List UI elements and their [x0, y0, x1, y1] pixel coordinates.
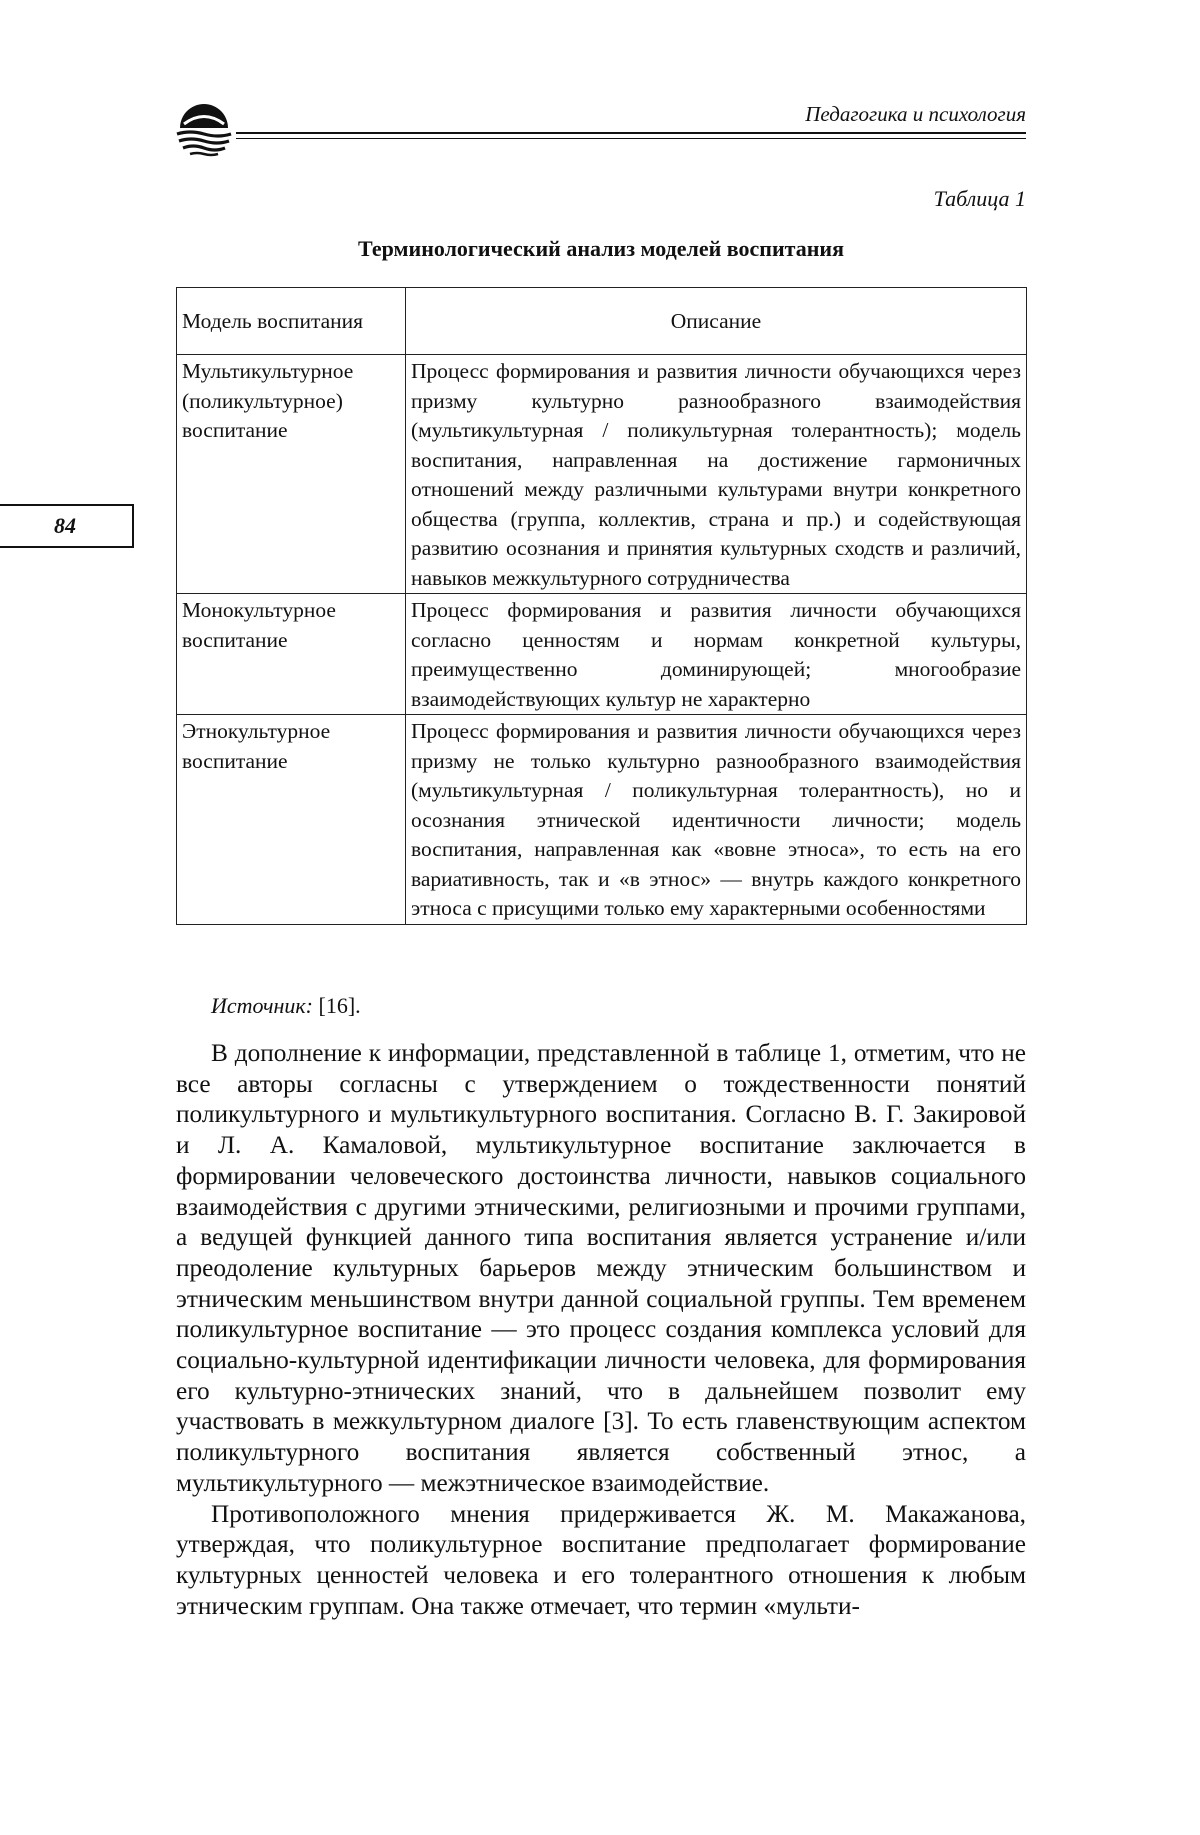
model-cell: Этнокультурное воспитание — [177, 715, 406, 925]
source-reference: [16]. — [318, 993, 361, 1018]
model-cell: Монокультурное воспитание — [177, 594, 406, 715]
table-title: Терминологический анализ моделей воспитания — [358, 236, 844, 261]
terminology-table — [176, 287, 1027, 925]
table-label: Таблица 1 — [933, 186, 1026, 211]
table-row — [177, 594, 1027, 715]
column-header-model: Модель воспитания — [177, 288, 406, 355]
table-header-row — [177, 288, 1027, 355]
table-row — [177, 715, 1027, 925]
journal-logo-icon — [174, 101, 234, 161]
description-cell: Процесс формирования и развития личности обучающихся через призму культурно разнообразного взаимодействия (мультикультурная / поликультурная толерантность); модель воспитания, направленная на достижение гармоничных отношений между различными культурами внутри конкретного общества (группа, коллектив, страна и пр.) и содействующая развитию осознания и принятия культурных сходств и различий, навыков межкультурного сотрудничества — [406, 355, 1027, 594]
model-cell: Мультикультурное (поликультурное) воспитание — [177, 355, 406, 594]
header-rule — [236, 132, 1026, 139]
paragraph: Противоположного мнения придерживается Ж. М. Макажанова, утверждая, что поликультурное воспитание предполагает формирование культурных ценностей человека и его толерантного отношения к любым этническим группам. Она также отмечает, что термин «мульти- — [176, 1499, 1026, 1620]
paragraph: В дополнение к информации, представленной в таблице 1, отметим, что не все авторы согласны с утверждением о тождественности понятий поликультурного и мультикультурного воспитания. Согласно В. Г. Закировой и Л. А. Камаловой, мультикультурное воспитание заключается в формировании человеческого достоинства личности, навыков социального взаимодействия с другими этническими, религиозными и прочими группами, а ведущей функцией данного типа воспитания является устранение и/или преодоление культурных барьеров между этническим большинством и этническим меньшинством внутри данной социальной группы. Тем временем поликультурное воспитание — это процесс создания комплекса условий для социально-культурной идентификации личности человека, для формирования его культурно-этнических знаний, что в дальнейшем позволит ему участвовать в межкультурном диалоге [3]. То есть главенствующим аспектом поликультурного воспитания является собственный этнос, а мультикультурного — межэтническое взаимодействие. — [176, 1039, 1026, 1497]
description-cell: Процесс формирования и развития личности обучающихся через призму не только культурно разнообразного взаимодействия (мультикультурная / поликультурная толерантность), но и осознания этнической идентичности личности; модель воспитания, направленная как «вовне этноса», то есть на его вариативность, так и «в этнос» — внутрь каждого конкретного этноса с присущими только ему характерными особенностями — [406, 715, 1027, 925]
journal-title: Педагогика и психология — [805, 102, 1026, 126]
description-cell: Процесс формирования и развития личности обучающихся согласно ценностям и нормам конкретной культуры, преимущественно доминирующей; многообразие взаимодействующих культур не характерно — [406, 594, 1027, 715]
page-number-tab — [0, 504, 134, 548]
body-text — [176, 1038, 1026, 1621]
column-header-description: Описание — [406, 288, 1027, 355]
source-label: Источник: — [211, 993, 313, 1018]
page-number: 84 — [54, 513, 76, 538]
table-source — [211, 993, 361, 1019]
table-row — [177, 355, 1027, 594]
